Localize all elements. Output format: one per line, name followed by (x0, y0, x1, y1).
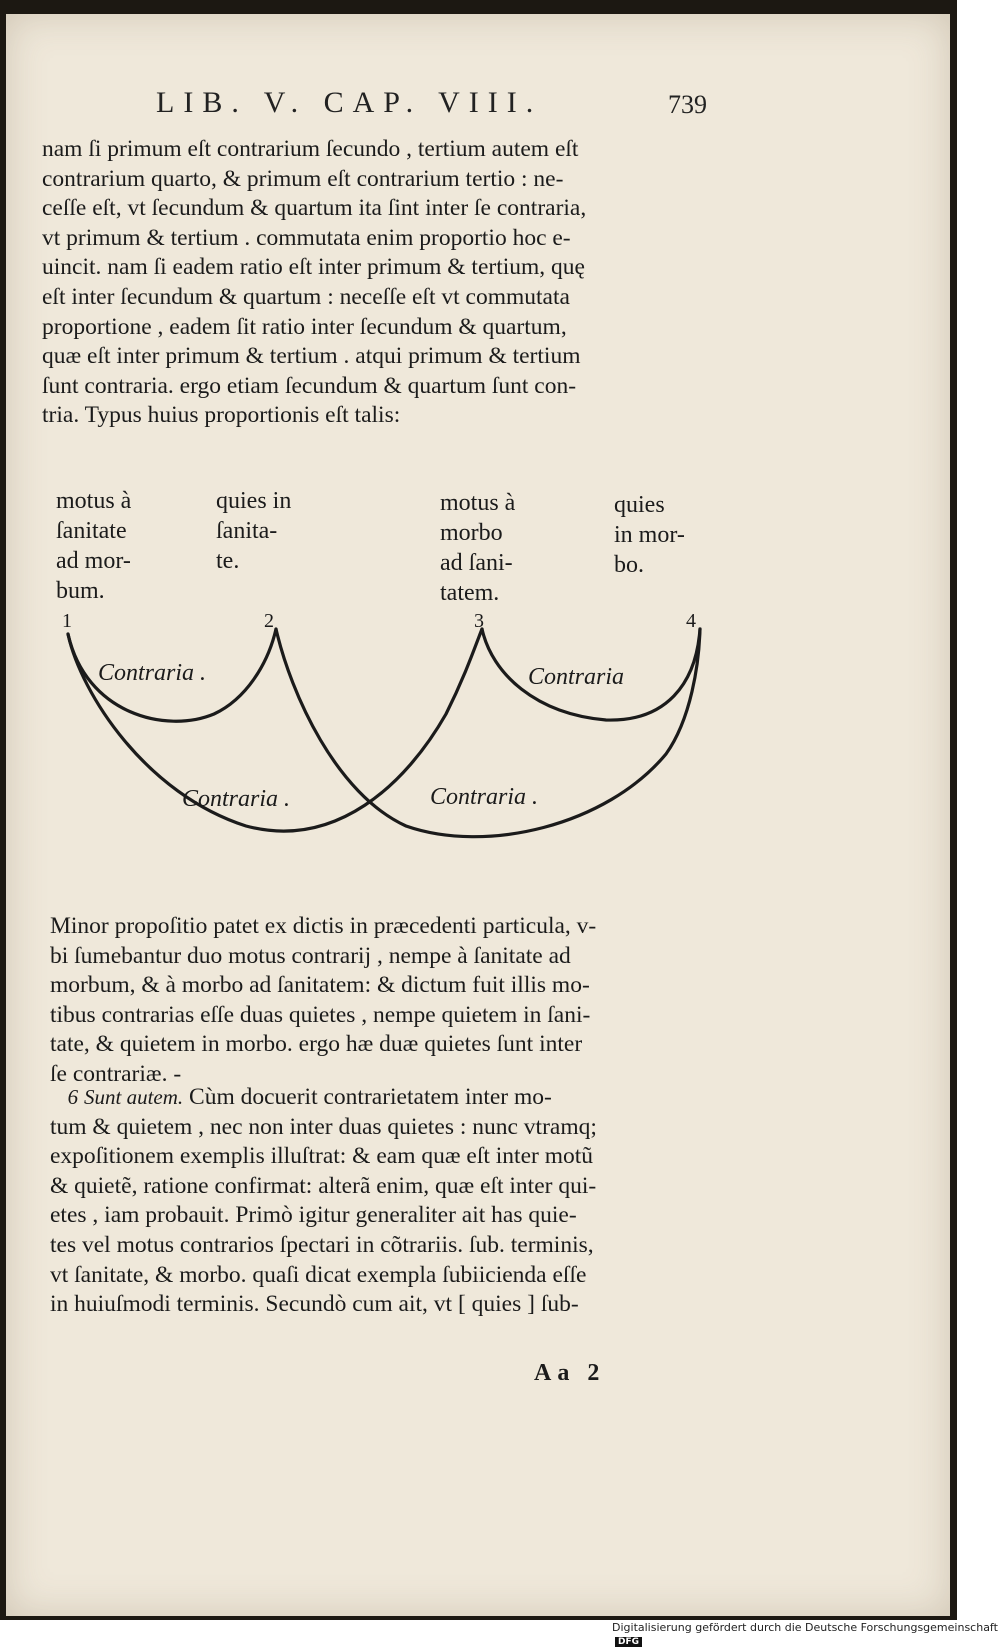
text-line: uincit. nam ſi eadem ratio eſt inter primum & tertium, quę (42, 254, 585, 281)
arc-label-1-2: Contraria . (98, 660, 207, 686)
running-head: LIB. V. CAP. VIII. (156, 86, 543, 119)
diagram-number: 1 (62, 610, 72, 632)
text-line: quæ eſt inter primum & tertium . atqui primum & tertium (42, 343, 581, 370)
paragraph-minor-propositio (50, 912, 710, 1090)
text-line: vt ſanitate, & morbo. quaſi dicat exempla ſubiicienda eſſe (50, 1261, 587, 1288)
section-marker-number: 6 (67, 1085, 79, 1109)
text-line: nam ſi primum eſt contrarium ſecundo , tertium autem eſt (42, 136, 579, 162)
label-line: morbo (440, 520, 503, 546)
section-marker-text: Sunt autem. (84, 1085, 184, 1109)
label-line: te. (216, 548, 240, 574)
footer-credit (612, 1621, 1000, 1647)
label-line: ad ſani- (440, 550, 513, 576)
label-line: ſanitate (56, 518, 127, 544)
diagram-number: 3 (474, 610, 484, 632)
text-line: & quietẽ, ratione confirmat: alterã enim, quæ eſt inter qui- (50, 1172, 597, 1199)
text-line: etes , iam probauit. Primò igitur generaliter ait has quie- (50, 1202, 577, 1229)
text-line: tria. Typus huius proportionis eſt talis: (42, 402, 401, 429)
diagram-number: 4 (686, 610, 696, 632)
label-line: in mor- (614, 522, 685, 548)
text-line: tum & quietem , nec non inter duas quietes : nunc vtramq; (50, 1113, 597, 1140)
footer-text: Digitalisierung gefördert durch die Deutsche Forschungsgemeinschaft (612, 1621, 998, 1634)
label-line: quies in (216, 488, 292, 514)
label-line: motus à (56, 488, 132, 514)
text-line: vt primum & tertium . commutata enim proportio hoc e- (42, 224, 571, 251)
text-line: expoſitionem exemplis illuſtrat: & eam quæ eſt inter motũ (50, 1143, 594, 1170)
text-line: ſe contrariæ. - (50, 1060, 182, 1087)
first-line-text: Cùm docuerit contrarietatem inter mo- (189, 1084, 552, 1110)
label-line: motus à (440, 490, 516, 516)
label-line: bo. (614, 552, 644, 578)
book-page (6, 14, 950, 1616)
label-line: tatem. (440, 580, 500, 606)
text-line: tate, & quietem in morbo. ergo hæ duæ quietes ſunt inter (50, 1031, 583, 1058)
signature-mark: Aa 2 (534, 1360, 606, 1386)
text-line: in huiuſmodi terminis. Secundò cum ait, vt [ quies ] ſub- (50, 1291, 579, 1318)
page-number: 739 (668, 90, 707, 119)
text-line: Minor propoſitio patet ex dictis in præcedenti particula, v- (50, 913, 597, 939)
label-line: bum. (56, 578, 105, 604)
text-line: bi ſumebantur duo motus contrarij , nempe à ſanitate ad (50, 942, 571, 969)
text-line: tes vel motus contrarios ſpectari in cõtrariis. ſub. terminis, (50, 1231, 594, 1258)
dfg-logo: DFG (615, 1637, 642, 1647)
contraria-diagram (6, 14, 950, 1616)
label-line: quies (614, 492, 665, 518)
text-line: eſt inter ſecundum & quartum : neceſſe eſt vt commutata (42, 283, 570, 310)
arc-label-3-4: Contraria (528, 664, 625, 690)
label-line: ſanita- (216, 518, 278, 544)
text-line (50, 1083, 710, 1113)
arc-label-2-4: Contraria . (430, 784, 539, 810)
text-line: ſunt contraria. ergo etiam ſecundum & quartum ſunt con- (42, 372, 577, 399)
label-line: ad mor- (56, 548, 131, 574)
paragraph-sunt-autem (50, 1083, 710, 1320)
text-line: morbum, & à morbo ad ſanitatem: & dictum fuit illis mo- (50, 972, 590, 999)
text-line: tibus contrarias eſſe duas quietes , nempe quietem in ſani- (50, 1001, 591, 1028)
diagram-number: 2 (264, 610, 274, 632)
text-line: contrarium quarto, & primum eſt contrarium tertio : ne- (42, 165, 564, 192)
text-line: proportione , eadem ſit ratio inter ſecundum & quartum, (42, 313, 567, 340)
text-line: ceſſe eſt, vt ſecundum & quartum ita ſint inter ſe contraria, (42, 195, 587, 222)
arc-label-1-3: Contraria . (182, 786, 291, 812)
